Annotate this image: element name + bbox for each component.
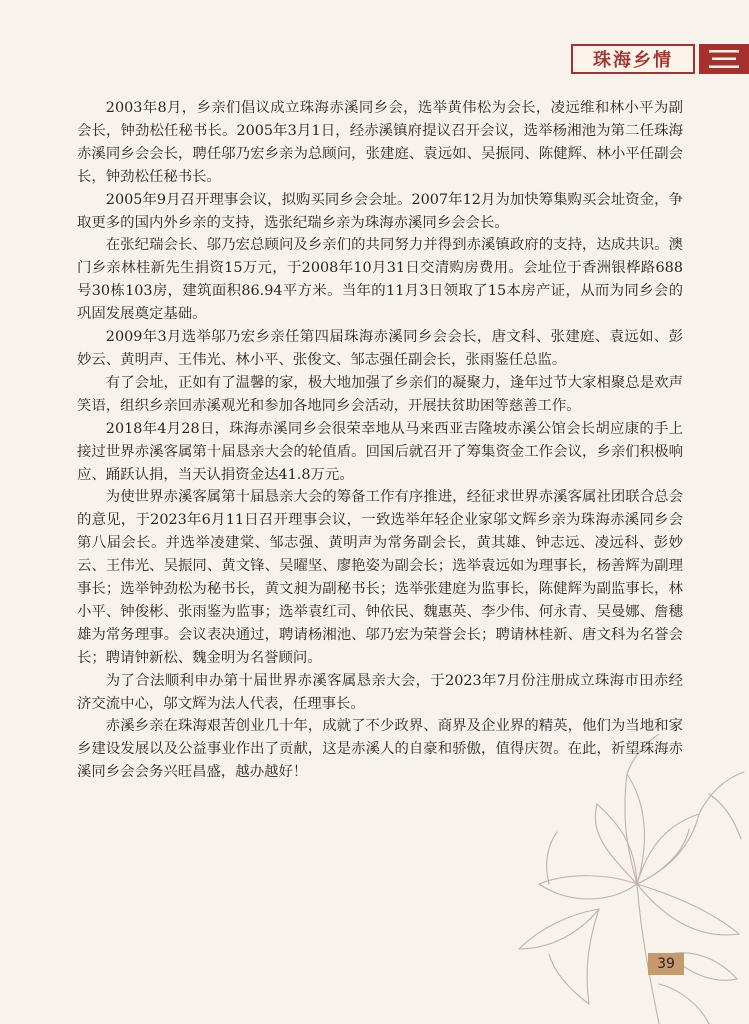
paragraph: 2018年4月28日，珠海赤溪同乡会很荣幸地从马来西亚吉隆坡赤溪公馆会长胡应康的手上接过世界赤溪客属第十届恳亲大会的轮值盾。回国后就召开了筹集资金工作会议，乡亲们积极响应、踊跃认捐，当天认捐资金达41.8万元。	[77, 420, 683, 483]
section-title-box	[571, 44, 695, 74]
paragraph: 为使世界赤溪客属第十届恳亲大会的筹备工作有序推进，经征求世界赤溪客属社团联合总会的意见，于2023年6月11日召开理事会议，一致选举年轻企业家邬文辉乡亲为珠海赤溪同乡会第八届会长。并选举凌建棠、邹志强、黄明声为常务副会长，黄其雄、钟志远、凌远科、彭妙云、王伟光、吴振同、黄文锋、吴曜坚、廖艳姿为副会长；选举袁远如为理事长，杨善辉为副理事长；选举钟劲松为秘书长，黄文昶为副秘书长；选举张建庭为监事长，陈健辉为副监事长，林小平、钟俊彬、张雨鉴为监事；选举袁红司、钟依民、魏惠英、李少伟、何永青、吴曼娜、詹穗雄为常务理事。会议表决通过，聘请杨湘池、邬乃宏为荣誉会长；聘请林桂新、唐文科为名誉会长；聘请钟新松、魏金明为名誉顾问。	[77, 489, 683, 666]
paragraph: 2003年8月，乡亲们倡议成立珠海赤溪同乡会，选举黄伟松为会长，凌远维和林小平为副会长，钟劲松任秘书长。2005年3月1日，经赤溪镇府提议召开会议，选举杨湘池为第二任珠海赤溪同乡会会长，聘任邬乃宏乡亲为总顾问，张建庭、袁远如、吴振同、陈健辉、林小平任副会长，钟劲松任秘书长。	[77, 100, 683, 185]
paragraph: 赤溪乡亲在珠海艰苦创业几十年，成就了不少政界、商界及企业界的精英，他们为当地和家乡建设发展以及公益事业作出了贡献，这是赤溪人的自豪和骄傲，值得庆贺。在此，祈望珠海赤溪同乡会会务兴旺昌盛，越办越好！	[77, 718, 683, 781]
paragraph: 2005年9月召开理事会议，拟购买同乡会会址。2007年12月为加快筹集购买会址资金，争取更多的国内外乡亲的支持，选张纪瑞乡亲为珠海赤溪同乡会会长。	[77, 191, 683, 231]
paragraph: 有了会址，正如有了温馨的家，极大地加强了乡亲们的凝聚力，逢年过节大家相聚总是欢声笑语，组织乡亲回赤溪观光和参加各地同乡会活动，开展扶贫助困等慈善工作。	[77, 374, 683, 414]
section-title: 珠海乡情	[593, 50, 673, 71]
header-ornament-icon	[699, 44, 749, 74]
section-header	[571, 44, 749, 78]
paragraph: 2009年3月选举邬乃宏乡亲任第四届珠海赤溪同乡会会长，唐文科、张建庭、袁远如、彭妙云、黄明声、王伟光、林小平、张俊文、邹志强任副会长，张雨鉴任总监。	[77, 329, 683, 368]
page-number: 39	[648, 953, 684, 975]
paragraph: 在张纪瑞会长、邬乃宏总顾问及乡亲们的共同努力并得到赤溪镇政府的支持，达成共识。澳门乡亲林桂新先生捐资15万元，于2008年10月31日交清购房费用。会址位于香洲银桦路688号30栋103房，建筑面积86.94平方米。当年的11月3日领取了15本房产证，从而为同乡会的巩固发展奠定基础。	[77, 237, 683, 323]
article-body	[77, 97, 683, 784]
paragraph: 为了合法顺利申办第十届世界赤溪客属恳亲大会，于2023年7月份注册成立珠海市田赤经济交流中心，邬文辉为法人代表，任理事长。	[77, 672, 683, 712]
